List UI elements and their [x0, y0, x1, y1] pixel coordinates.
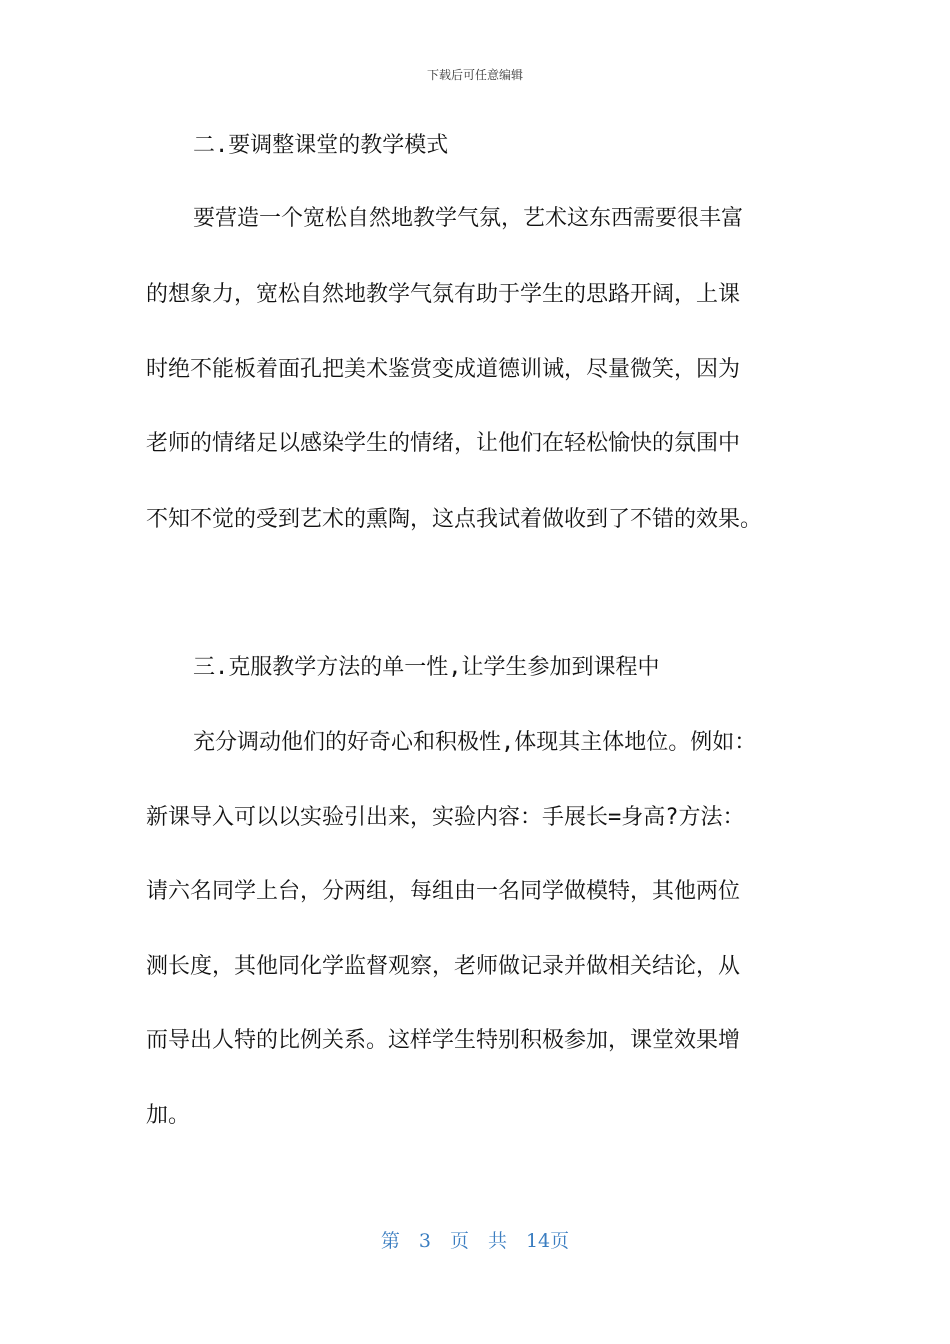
page-number-footer: 第 3 页 共 14页 [380, 1230, 570, 1252]
paragraph-line: 的想象力，宽松自然地教学气氛有助于学生的思路开阔，上课 [146, 282, 741, 307]
paragraph-line: 老师的情绪足以感染学生的情绪，让他们在轻松愉快的氛围中 [146, 431, 741, 456]
paragraph-line: 要营造一个宽松自然地教学气氛，艺术这东西需要很丰富 [193, 206, 744, 231]
paragraph-line: 请六名同学上台，分两组，每组由一名同学做模特，其他两位 [146, 879, 741, 904]
paragraph-line: 充分调动他们的好奇心和积极性,体现其主体地位。例如： [193, 730, 757, 755]
paragraph-line: 加。 [146, 1103, 191, 1128]
paragraph-line: 新课导入可以以实验引出来，实验内容：手展长=身高?方法： [146, 805, 745, 830]
paragraph-line: 时绝不能板着面孔把美术鉴赏变成道德训诫，尽量微笑，因为 [146, 357, 741, 382]
section-3-title: 三.克服教学方法的单一性,让学生参加到课程中 [193, 655, 660, 680]
section-2-title: 二.要调整课堂的教学模式 [193, 133, 449, 158]
paragraph-line: 测长度，其他同化学监督观察，老师做记录并做相关结论，从 [146, 954, 741, 979]
page-header: 下载后可任意编辑 [426, 68, 523, 82]
paragraph-line: 不知不觉的受到艺术的熏陶，这点我试着做收到了不错的效果。 [146, 507, 763, 532]
paragraph-line: 而导出人特的比例关系。这样学生特别积极参加，课堂效果增 [146, 1028, 741, 1053]
